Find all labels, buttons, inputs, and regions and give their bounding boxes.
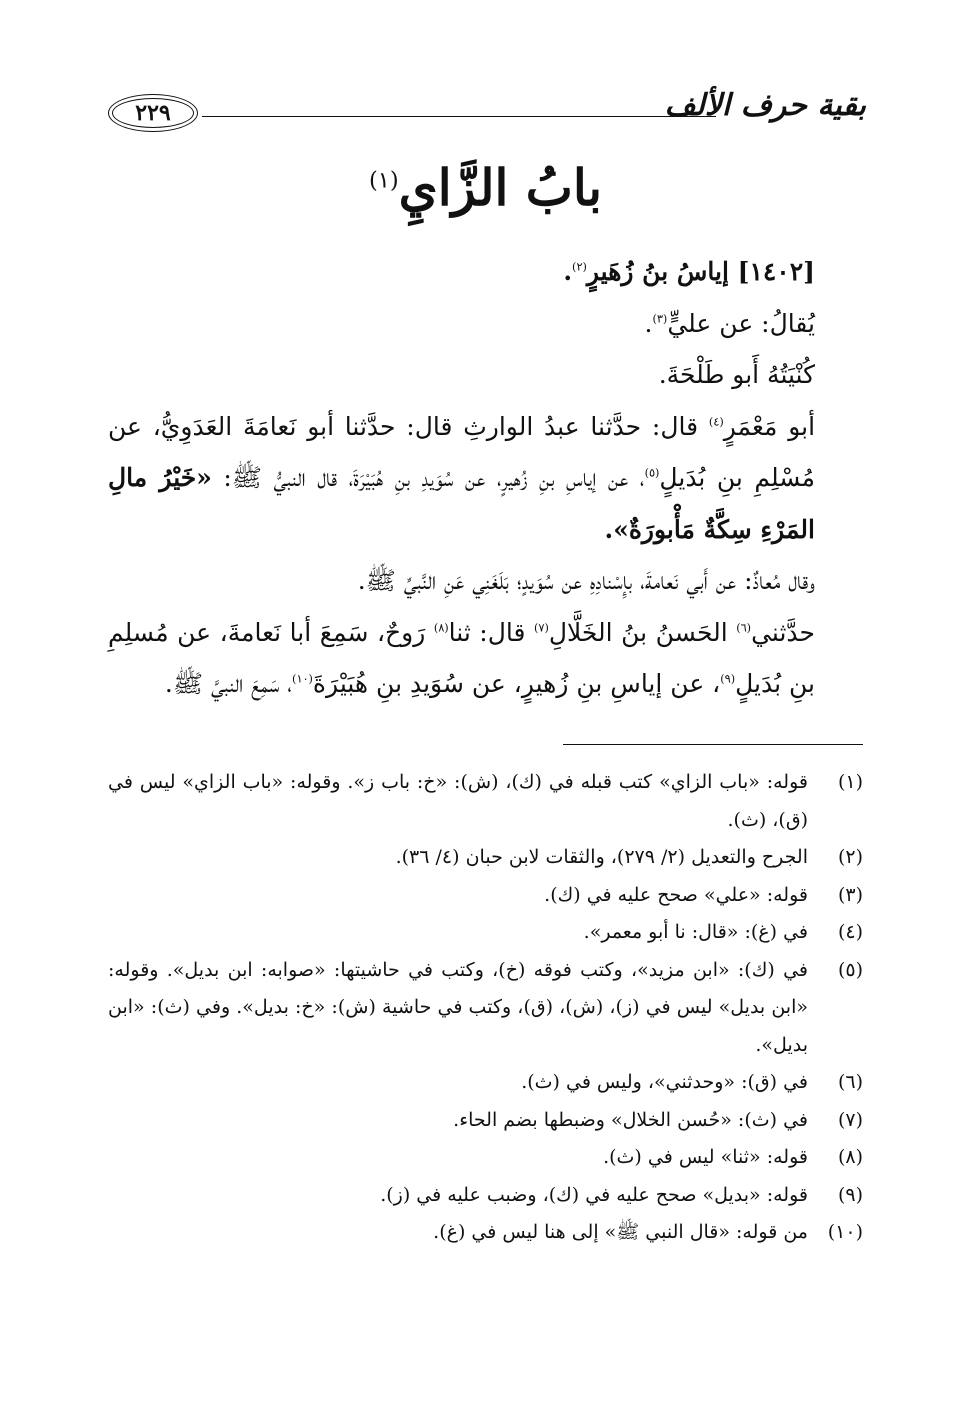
footnote-number: (٦) bbox=[837, 1071, 863, 1093]
main-text bbox=[108, 246, 863, 710]
footnote-ref-10: (١٠) bbox=[292, 672, 313, 686]
footnote-number: (٨) bbox=[837, 1146, 863, 1168]
footnote-ref-4: (٤) bbox=[708, 415, 724, 429]
footnote-2 bbox=[108, 839, 863, 877]
paragraph-2: وقال مُعاذٌ: عن أَبي نَعامةَ، بإِسْنادِهِ عن سُوَيدٍ؛ بَلَغَنِي عَنِ النَّبيِّ ﷺ. bbox=[357, 566, 815, 595]
footnote-text: في (ك): «ابن مزيد»، وكتب فوقه (خ)، وكتب في حاشيتها: «صوابه: ابن بديل». وقوله: «ابن بديل» ليس في (ز)، (ش)، (ق)، وكتب في حاشية (ش): «خ: بديل». وفي (ث): «ابن بديل». bbox=[108, 958, 808, 1056]
footnote-text: قوله: «علي» صحح عليه في (ك). bbox=[544, 883, 808, 906]
para3-part-e: ، عن إياسِ بنِ زُهيرٍ، عن سُوَيدِ بنِ هُبَيْرَةَ bbox=[312, 669, 721, 698]
para3-part-c: قال: ثنا bbox=[448, 617, 534, 647]
page-number-badge bbox=[108, 94, 198, 132]
entry-alt-name: يُقالُ: عن عليٍّ$^{(٣)}$. bbox=[644, 308, 815, 338]
para1-part-a: أبو مَعْمَرٍ bbox=[723, 411, 816, 441]
footnote-text: قوله: «بديل» صحح عليه في (ك)، وضبب عليه في (ز). bbox=[380, 1183, 808, 1206]
para1-part-c: ، عن إياسِ بنِ زُهيرٍ، عن سُوَيدِ بنِ هُبَيْرَةَ، قال النبيُّ ﷺ: bbox=[211, 463, 645, 492]
entry-heading: [١٤٠٢] إياسُ بنُ زُهَيرٍ$^{(٢)}$. bbox=[563, 257, 815, 286]
running-title: بقية حرف الألف bbox=[664, 88, 866, 123]
footnote-separator bbox=[563, 744, 863, 745]
entry-kunya: كُنْيَتُهُ أَبو طَلْحَةَ. bbox=[658, 360, 815, 389]
alt-name-text: يُقالُ: عن عليٍّ bbox=[667, 308, 815, 338]
footnote-text: من قوله: «قال النبي ﷺ» إلى هنا ليس في (غ). bbox=[433, 1221, 808, 1243]
paragraph-1 bbox=[108, 401, 863, 556]
footnote-5 bbox=[108, 952, 863, 1065]
footnote-number: (٣) bbox=[837, 883, 863, 906]
header-rule bbox=[202, 116, 716, 117]
para1-part-b: قال: حدَّثنا عبدُ الوارثِ قال: حدَّثنا أبو نَعامَةَ العَدَوِيُّ، عن مُسْلِمِ بنِ بُدَيلٍ bbox=[108, 411, 816, 492]
page-number: ٢٢٩ bbox=[135, 100, 171, 126]
footnote-number: (٧) bbox=[837, 1108, 863, 1131]
footnote-text: في (ق): «وحدثني»، وليس في (ث). bbox=[521, 1071, 808, 1093]
entry-heading-text: [١٤٠٢] إياسُ بنُ زُهَيرٍ bbox=[586, 257, 815, 286]
footnote-text: قوله: «ثنا» ليس في (ث). bbox=[603, 1146, 808, 1168]
chapter-title-text: بابُ الزَّايِ bbox=[398, 158, 603, 217]
footnote-number: (٢) bbox=[837, 846, 863, 868]
footnote-6 bbox=[108, 1064, 863, 1102]
footnote-ref-8: (٨) bbox=[433, 621, 449, 635]
paragraph-3 bbox=[108, 607, 863, 710]
hadith-text: «خَيْرُ مالِ المَرْءِ سِكَّةٌ مَأْبورَةٌ». bbox=[108, 463, 815, 544]
footnote-text: في (ث): «حُسن الخلال» وضبطها بضم الحاء. bbox=[453, 1108, 808, 1131]
footnote-text: قوله: «باب الزاي» كتب قبله في (ك)، (ش): «خ: باب ز». وقوله: «باب الزاي» ليس في (ق)، (ث). bbox=[108, 771, 808, 831]
footnote-text: الجرح والتعديل (٢/ ٢٧٩)، والثقات لابن حبان (٤/ ٣٦). bbox=[395, 846, 808, 868]
footnote-1 bbox=[108, 764, 863, 839]
para3-part-f: ، سَمِعَ النبيَّ ﷺ. bbox=[164, 669, 293, 698]
footnote-ref-9: (٩) bbox=[720, 672, 736, 686]
para3-part-b: الحَسنُ بنُ الخَلَّالِ bbox=[548, 617, 737, 647]
footnote-number: (٩) bbox=[837, 1183, 863, 1206]
footnote-number: (٤) bbox=[837, 921, 863, 943]
para3-part-a: حدَّثني bbox=[751, 617, 815, 647]
footnote-ref-1: (١) bbox=[368, 167, 399, 194]
footnote-7 bbox=[108, 1102, 863, 1140]
footnote-number: (١٠) bbox=[827, 1221, 863, 1243]
footnote-ref-7: (٧) bbox=[534, 621, 549, 635]
footnote-ref-5: (٥) bbox=[644, 466, 660, 480]
footnote-number: (٥) bbox=[837, 958, 863, 981]
page-header bbox=[108, 86, 866, 136]
footnote-text: في (غ): «قال: نا أبو معمر». bbox=[583, 921, 808, 943]
footnote-10 bbox=[108, 1214, 863, 1252]
footnote-number: (١) bbox=[837, 771, 863, 793]
footnotes bbox=[108, 764, 863, 1252]
footnote-ref-6: (٦) bbox=[736, 621, 752, 635]
footnote-ref-3: (٣) bbox=[652, 312, 668, 326]
footnote-4 bbox=[108, 914, 863, 952]
chapter-title bbox=[0, 158, 971, 218]
footnote-3 bbox=[108, 877, 863, 915]
footnote-ref-2: (٢) bbox=[572, 260, 587, 274]
para3-part-d: رَوحٌ، سَمِعَ أبا نَعامةَ، عن مُسلِمِ بنِ بُدَيلٍ bbox=[108, 617, 815, 698]
footnote-9 bbox=[108, 1177, 863, 1215]
footnote-8 bbox=[108, 1139, 863, 1177]
